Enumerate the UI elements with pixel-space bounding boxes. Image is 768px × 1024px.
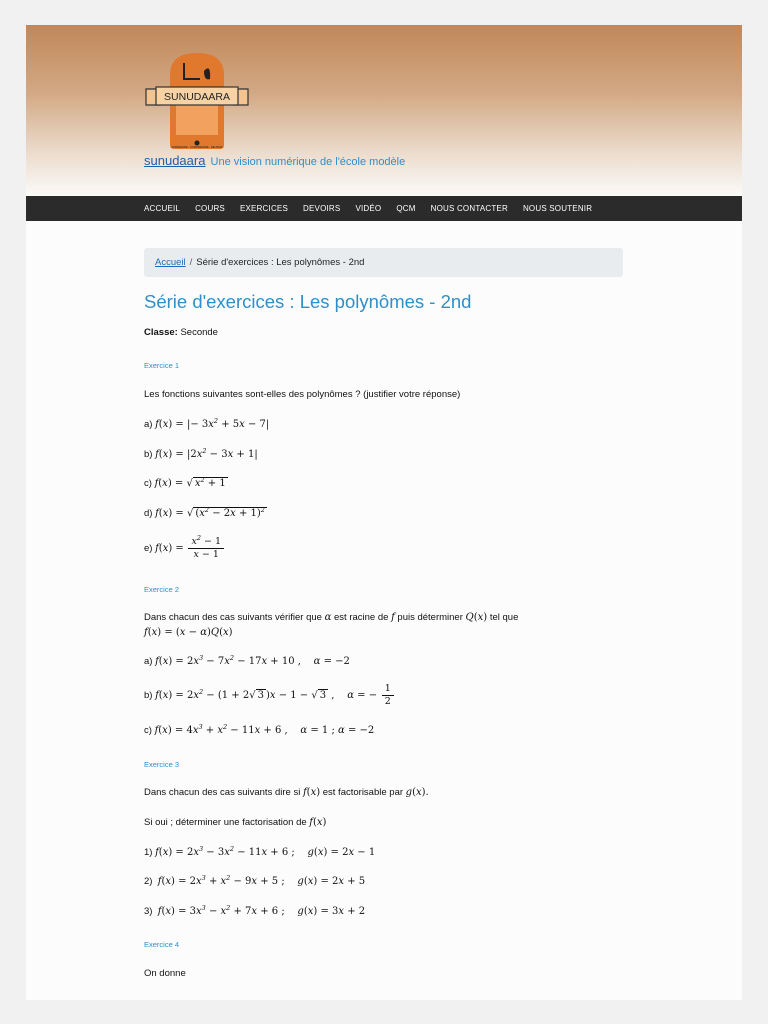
exercise-4-intro: On donne	[144, 968, 186, 979]
exercise-2-relation: f(x) = (x − α)Q(x)	[144, 627, 233, 638]
exercise-2-item-c: c) $f(x) = 4x^3 + x^2 - 11x + 6$ , α = 1 ; α = −2	[144, 723, 375, 736]
exercise-3-heading: Exercice 3	[144, 760, 180, 769]
exercise-2-item-b: b) $f(x) = 2x^2 - (1 + 2√$ 3 )x − 1 − √ 3 , α = − $\frac{1}{2}$	[144, 683, 396, 708]
class-label: Classe:	[144, 327, 178, 338]
exercise-1-item-c: c) f(x) = √ $x^2 + 1$	[144, 476, 226, 489]
site-tagline: Une vision numérique de l'école modèle	[210, 156, 406, 168]
exercise-1-heading: Exercice 1	[144, 361, 180, 370]
class-value: Seconde	[180, 327, 218, 338]
svg-text:SUNUDAARA: SUNUDAARA	[164, 91, 230, 103]
main-navbar	[26, 196, 742, 221]
site-name-link[interactable]: sunudaara	[144, 153, 206, 168]
breadcrumb-current: Série d'exercices : Les polynômes - 2nd	[196, 257, 365, 268]
breadcrumb-separator: /	[189, 257, 193, 268]
exercise-1-item-d: d) f(x) = √ $(x^2 - 2x + 1)^2$	[144, 506, 265, 519]
exercise-1-item-b: b) $f(x) = |2x^2 - 3x + 1|$	[144, 447, 258, 460]
exercise-4-heading: Exercice 4	[144, 940, 180, 949]
exercise-2-heading: Exercice 2	[144, 585, 180, 594]
nav-video[interactable]: VIDÉO	[355, 204, 382, 213]
exercise-2-item-a: a) $f(x) = 2x^3 - 7x^2 - 17x + 10$ , α = −2	[144, 654, 350, 667]
breadcrumb	[144, 248, 623, 277]
nav-devoirs[interactable]: DEVOIRS	[303, 204, 341, 213]
exercise-2-intro: Dans chacun des cas suivants vérifier que α est racine de f puis déterminer Q(x) tel que	[144, 612, 519, 623]
site-title-line	[144, 153, 405, 168]
nav-accueil[interactable]: ACCUEIL	[144, 204, 181, 213]
nav-qcm[interactable]: QCM	[396, 204, 416, 213]
nav-contact[interactable]: NOUS CONTACTER	[430, 204, 508, 213]
exercise-1-item-e: e) f(x) = $\frac{x^2 - 1}{x - 1}$	[144, 536, 226, 561]
breadcrumb-home-link[interactable]: Accueil	[155, 257, 186, 268]
nav-soutenir[interactable]: NOUS SOUTENIR	[522, 204, 593, 213]
nav-exercices[interactable]: EXERCICES	[239, 204, 289, 213]
exercise-1-item-a: a) f(x) = |− $3x^2 + 5x - 7|$	[144, 417, 270, 430]
exercise-1-intro: Les fonctions suivantes sont-elles des polynômes ? (justifier votre réponse)	[144, 389, 461, 400]
svg-text:APPRENDRE · COMPRENDRE · REUSS: APPRENDRE · COMPRENDRE · REUSSIR	[171, 146, 223, 149]
exercise-3-item-3: 3) $f(x) = 3x^3 - x^2 + 7x + 6$ ; g(x) = 3x + 2	[144, 904, 366, 917]
exercise-3-intro: Dans chacun des cas suivants dire si f(x) est factorisable par g(x).	[144, 787, 429, 798]
page-title: Série d'exercices : Les polynômes - 2nd	[144, 291, 472, 312]
exercise-3-line2: Si oui ; déterminer une factorisation de f(x)	[144, 817, 327, 828]
class-line	[144, 327, 218, 338]
exercise-3-item-1: 1) $f(x) = 2x^3 - 3x^2 - 11x + 6$ ; g(x) = 2x − 1	[144, 845, 376, 858]
sunudaara-logo[interactable]	[144, 49, 250, 151]
site-header	[26, 25, 742, 196]
page-container	[26, 25, 742, 1000]
exercise-3-item-2: 2) $f(x) = 2x^3 + x^2 - 9x + 5$ ; g(x) = 2x + 5	[144, 874, 366, 887]
nav-cours[interactable]: COURS	[195, 204, 225, 213]
